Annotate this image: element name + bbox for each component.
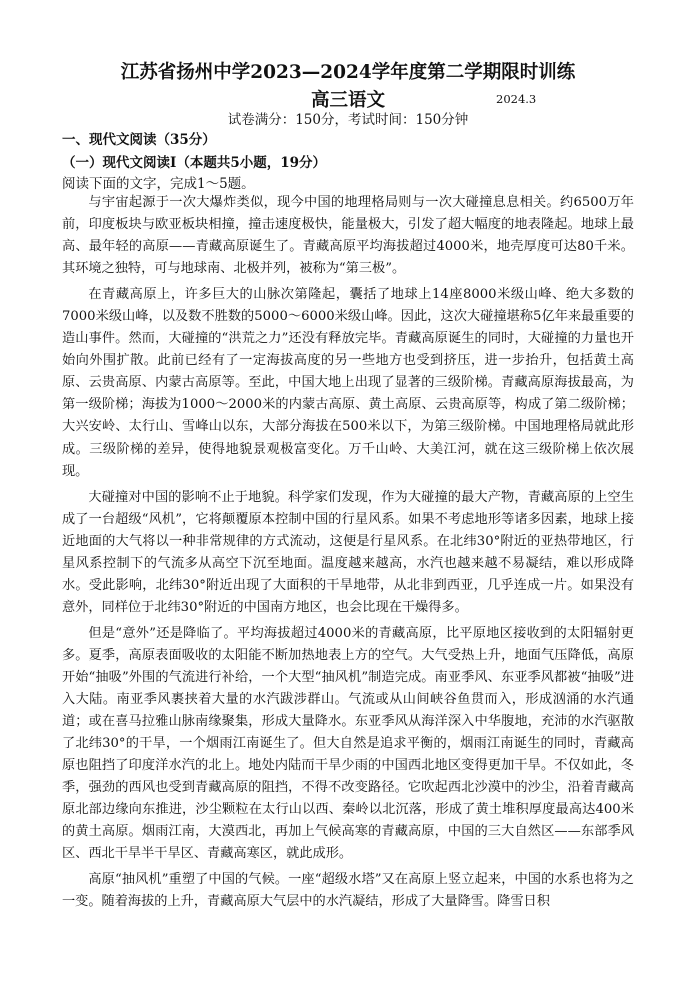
exam-title: 江苏省扬州中学2023—2024学年度第二学期限时训练 <box>120 62 576 83</box>
exam-date: 2024.3 <box>496 92 537 106</box>
section-heading-reading1: （一）现代文阅读Ⅰ（本题共5小题，19分） <box>62 155 326 171</box>
passage-paragraph: 在青藏高原上，许多巨大的山脉次第隆起，囊括了地球上14座8000米级山峰、绝大多数的7000米级山峰，以及数不胜数的5000～6000米级山峰。因此，这次大碰撞堪称5亿年来最重要的造山事件。然而，大碰撞的“洪荒之力”还没有释放完毕。青藏高原诞生的同时，大碰撞的力量也开始向外围扩散。此前已经有了一定海拔高度的另一些地方也受到挤压，进一步抬升，包括黄土高原、云贵高原、内蒙古高原等。至此，中国大地上出现了显著的三级阶梯。青藏高原海拔最高，为第一级阶梯；海拔为1000～2000米的内蒙古高原、黄土高原、云贵高原等，构成了第二级阶梯；大兴安岭、太行山、雪峰山以东，大部分海拔在500米以下，为第三级阶梯。中国地理格局就此形成。三级阶梯的差异，使得地貌景观极富变化。万千山岭、大美江河，就在这三级阶梯上依次展现。 <box>62 287 634 479</box>
section-heading-part1: 一、现代文阅读（35分） <box>62 132 216 148</box>
exam-info: 试卷满分：150分，考试时间：150分钟 <box>227 112 469 128</box>
passage-paragraph: 但是“意外”还是降临了。平均海拔超过4000米的青藏高原，比平原地区接收到的太阳辐射更多。夏季，高原表面吸收的太阳能不断加热地表上方的空气。大气受热上升，地面气压降低，高原开始“抽吸”外围的气流进行补给，一个大型“抽风机”制造完成。南亚季风、东亚季风都被“抽吸”进入大陆。南亚季风裹挟着大量的水汽跋涉群山。气流或从山间峡谷鱼贯而入，形成汹涌的水汽通道；或在喜马拉雅山脉南缘聚集，形成大量降水。东亚季风从海洋深入中华腹地，充沛的水汽驱散了北纬30°的干旱，一个烟雨江南诞生了。但大自然是追求平衡的，烟雨江南诞生的同时，青藏高原也阻挡了印度洋水汽的北上。地处内陆而干旱少雨的中国西北地区变得更加干旱。不仅如此，冬季，强劲的西风也受到青藏高原的阻挡，不得不改变路径。它吹起西北沙漠中的沙尘，沿着青藏高原北部边缘向东推进，沙尘颗粒在太行山以西、秦岭以北沉落，形成了黄土堆积厚度最高达400米的黄土高原。烟雨江南，大漠西北，再加上气候高寒的青藏高原，中国的三大自然区——东部季风区、西北干旱半干旱区、青藏高寒区，就此成形。 <box>62 625 634 862</box>
passage-paragraph: 与宇宙起源于一次大爆炸类似，现今中国的地理格局则与一次大碰撞息息相关。约6500万年前，印度板块与欧亚板块相撞，撞击速度极快，能量极大，引发了超大幅度的地表隆起。地球上最高、最年轻的高原——青藏高原诞生了。青藏高原平均海拔超过4000米，地壳厚度可达80千米。其环境之独特，可与地球南、北极并列，被称为“第三极”。 <box>62 195 634 277</box>
passage-paragraph: 大碰撞对中国的影响不止于地貌。科学家们发现，作为大碰撞的最大产物，青藏高原的上空生成了一台超级“风机”，它将颠覆原本控制中国的行星风系。如果不考虑地形等诸多因素，地球上接近地面的大气将以一种非常规律的方式流动，这便是行星风系。在北纬30°附近的亚热带地区，行星风系控制下的气流多从高空下沉至地面。温度越来越高，水汽也越来越不易凝结，难以形成降水。受此影响，北纬30°附近出现了大面积的干旱地带，从北非到西亚，几乎连成一片。如果没有意外，同样位于北纬30°附近的中国南方地区，也会比现在干燥得多。 <box>62 489 634 615</box>
exam-subtitle: 高三语文 <box>310 90 385 111</box>
reading-instruction: 阅读下面的文字，完成1～5题。 <box>62 176 255 192</box>
reading-passage <box>62 192 634 914</box>
passage-paragraph: 高原“抽风机”重塑了中国的气候。一座“超级水塔”又在高原上竖立起来，中国的水系也将为之一变。随着海拔的上升，青藏高原大气层中的水汽凝结，形成了大量降雪。降雪日积 <box>62 872 634 910</box>
